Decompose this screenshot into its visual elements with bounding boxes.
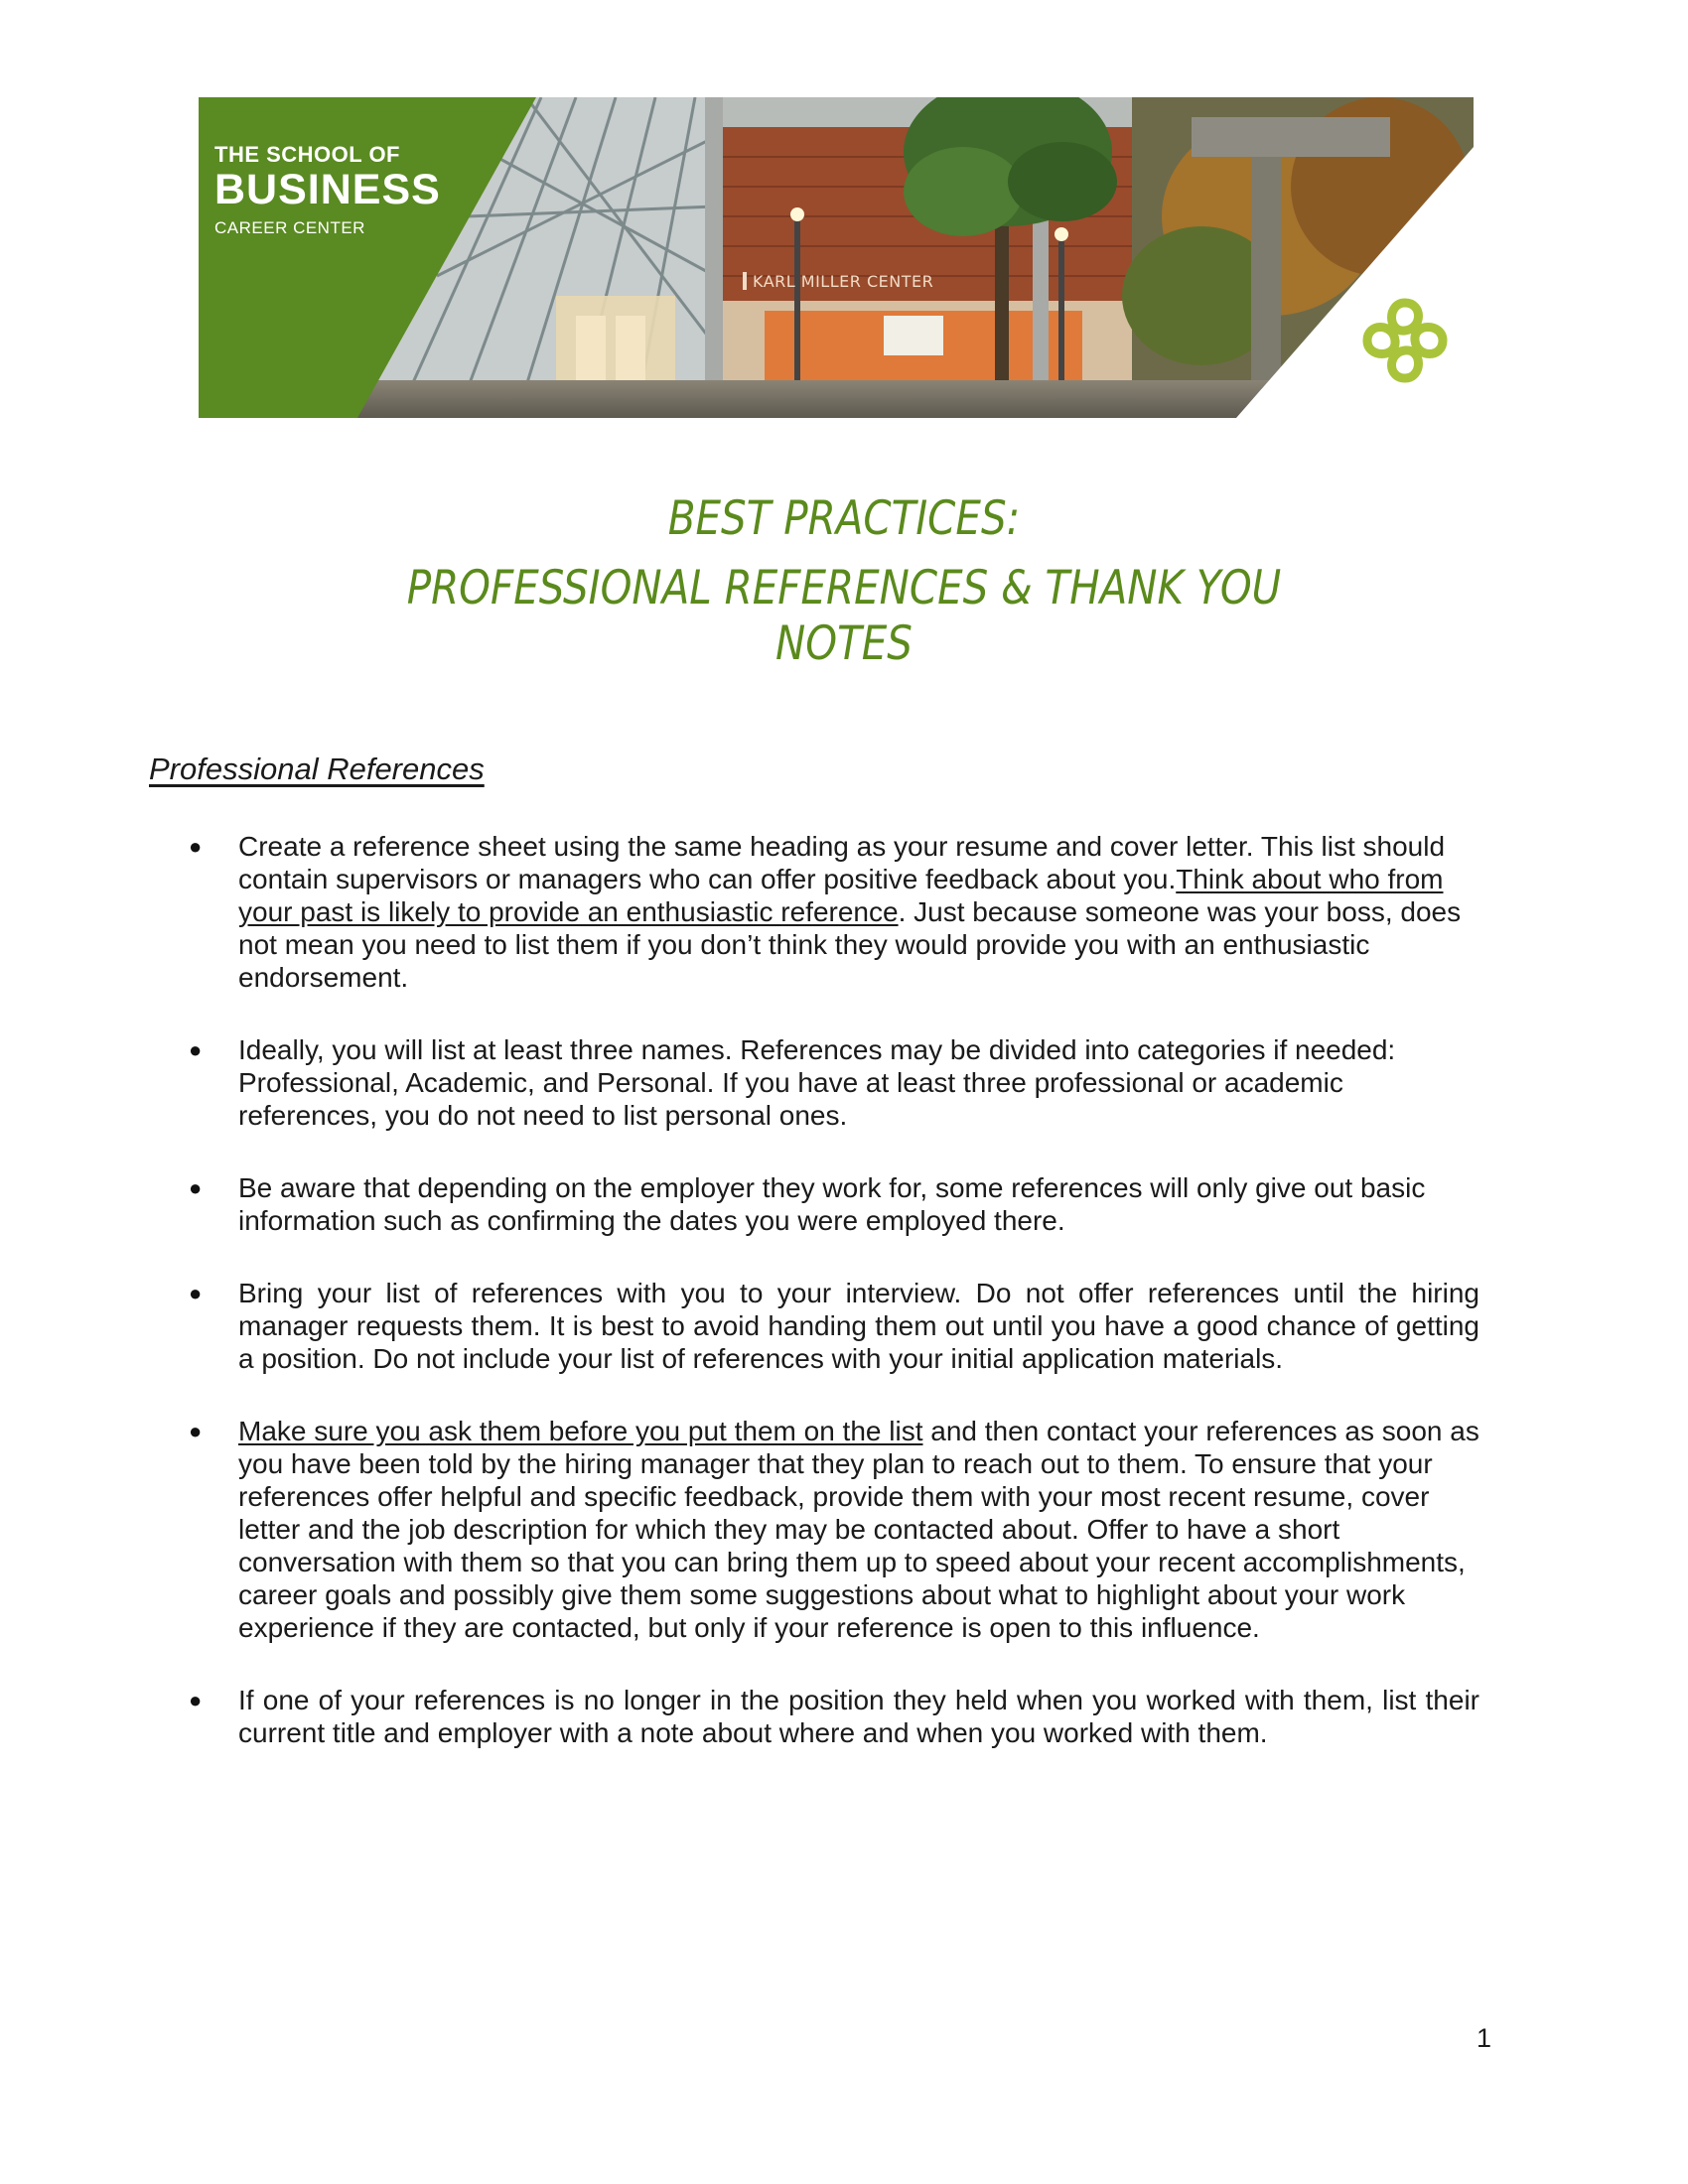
bullet-1-text-end: . Just because someone was your boss, does not mean you need to list them if you don’t think they would provide you with an enthusiastic endorsement. <box>238 896 1462 993</box>
banner-line-2: BUSINESS <box>214 166 441 213</box>
bullet-1-underlined: Think about who from your past is likely to provide an enthusiastic reference <box>238 864 1444 927</box>
building-sign: KARL MILLER CENTER <box>753 272 934 291</box>
university-logo-icon <box>1355 291 1455 390</box>
bullet-3-text: Be aware that depending on the employer they work for, some references will only give out basic information such as confirming the dates you were employed there. <box>238 1172 1426 1236</box>
bullet-item <box>238 1033 1479 1132</box>
bullet-item <box>238 830 1479 994</box>
banner-line-3: CAREER CENTER <box>214 218 365 237</box>
bullet-item <box>238 1171 1479 1237</box>
section-heading: Professional References <box>149 751 485 786</box>
document-title-text: PROFESSIONAL REFERENCES & THANK YOU NOTES <box>406 561 1282 672</box>
bullet-6-text: If one of your references is no longer in the position they held when you worked with them, list their current title and employer with a note about where and when you worked with them. <box>238 1685 1479 1748</box>
document-title-line-1: BEST PRACTICES: <box>667 491 1021 546</box>
page-number: 1 <box>1477 2023 1492 2053</box>
bullet-item <box>238 1684 1479 1749</box>
header-banner <box>199 97 1474 418</box>
bullet-5-underlined: Make sure you ask them before you put them on the list <box>238 1416 923 1446</box>
bullet-2-text: Ideally, you will list at least three names. References may be divided into categories if needed: Professional, Academic, and Personal. If you have at least three professional or academic references, you do not need to list personal ones. <box>238 1034 1396 1131</box>
references-bullet-list <box>238 830 1479 1749</box>
bullet-5-text: and then contact your references as soon as you have been told by the hiring manager that they plan to reach out to them. To ensure that your references offer helpful and specific feedback, provide them with your most recent resume, cover letter and the job description for which they may be contacted about. Offer to have a short conversation with them so that you can bring them up to speed about your recent accomplishments, career goals and possibly give them some suggestions about what to highlight about your work experience if they are contacted, but only if your reference is open to this influence. <box>238 1416 1479 1643</box>
bullet-1-text: Create a reference sheet using the same heading as your resume and cover letter. This list should contain supervisors or managers who can offer positive feedback about you. <box>238 831 1446 894</box>
bullet-item <box>238 1277 1479 1375</box>
bullet-4-text: Bring your list of references with you to your interview. Do not offer references until the hiring manager requests them. It is best to avoid handing them out until you have a good chance of getting a position. Do not include your list of references with your initial application materials. <box>238 1278 1479 1374</box>
document-title-line-2 <box>118 561 1570 673</box>
banner-line-1: THE SCHOOL OF <box>214 142 400 167</box>
bullet-item <box>238 1415 1484 1644</box>
